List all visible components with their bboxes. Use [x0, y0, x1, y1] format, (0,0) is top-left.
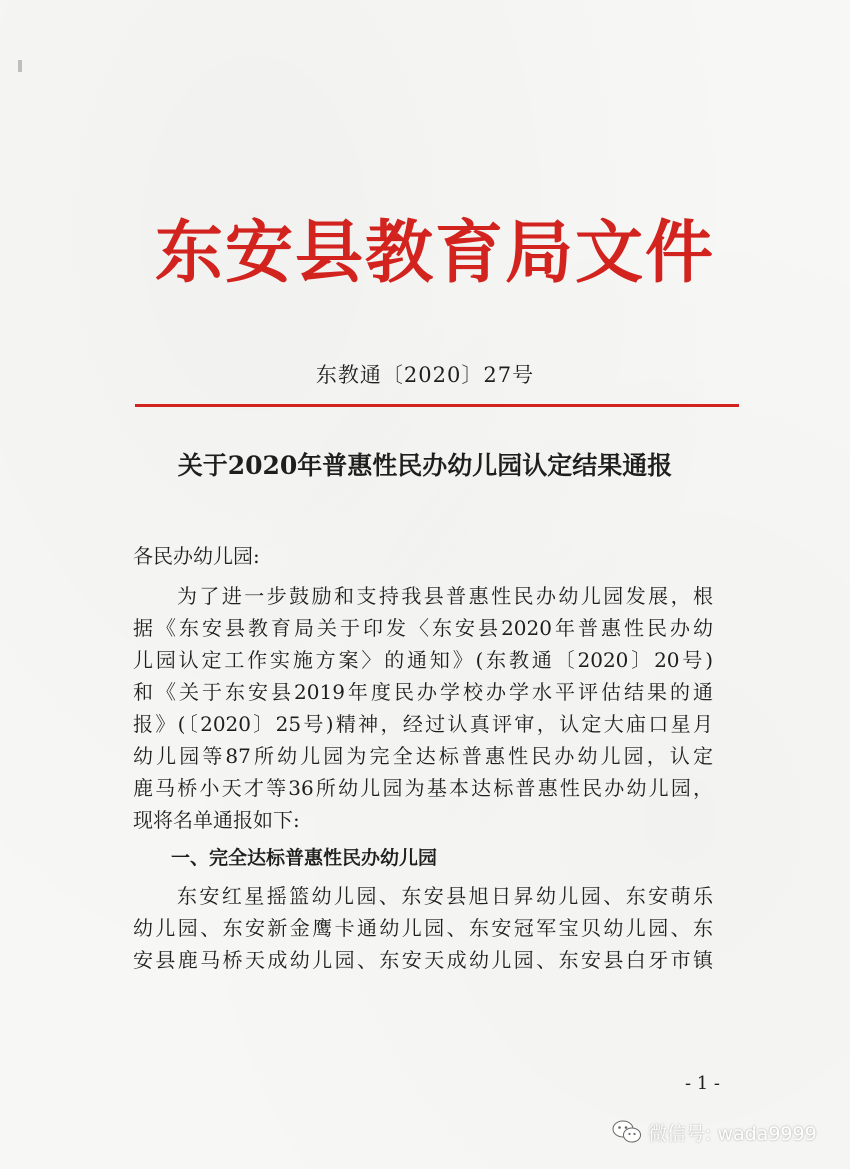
red-header-rule: [135, 404, 739, 407]
list-line: 幼儿园、东安新金鹰卡通幼儿园、东安冠军宝贝幼儿园、东: [133, 916, 713, 940]
paragraph-line: 和《关于东安县2019年度民办学校办学水平评估结果的通: [133, 680, 713, 704]
list-line: 东安红星摇篮幼儿园、东安县旭日昇幼儿园、东安萌乐: [177, 884, 713, 908]
salutation: 各民办幼儿园:: [133, 544, 260, 568]
page-number: - 1 -: [684, 1073, 720, 1094]
paragraph-line: 现将名单通报如下:: [133, 808, 300, 832]
paragraph-line: 儿园认定工作实施方案〉的通知》(东教通〔2020〕20号): [133, 648, 713, 672]
document-body: [133, 540, 713, 976]
scan-edge-mark: [18, 60, 22, 72]
document-number: 东教通〔2020〕27号: [315, 363, 535, 387]
watermark: [612, 1116, 817, 1148]
paragraph-line: 报》(〔2020〕25号)精神，经过认真评审，认定大庙口星月: [133, 712, 713, 736]
paragraph-line: 为了进一步鼓励和支持我县普惠性民办幼儿园发展，根: [177, 584, 713, 608]
paragraph-line: 据《东安县教育局关于印发〈东安县2020年普惠性民办幼: [133, 616, 713, 640]
watermark-text: 微信号: wada9999: [648, 1122, 817, 1145]
notice-title: 关于2020年普惠性民办幼儿园认定结果通报: [177, 451, 673, 480]
paragraph-line: 幼儿园等87所幼儿园为完全达标普惠性民办幼儿园，认定: [133, 744, 713, 768]
document-header-title: 东安县教育局文件: [154, 213, 715, 293]
list-line: 安县鹿马桥天成幼儿园、东安天成幼儿园、东安县白牙市镇: [133, 948, 713, 972]
wechat-icon: [612, 1119, 642, 1145]
section-heading: 一、完全达标普惠性民办幼儿园: [171, 847, 438, 869]
paragraph-line: 鹿马桥小天才等36所幼儿园为基本达标普惠性民办幼儿园，: [133, 776, 713, 800]
